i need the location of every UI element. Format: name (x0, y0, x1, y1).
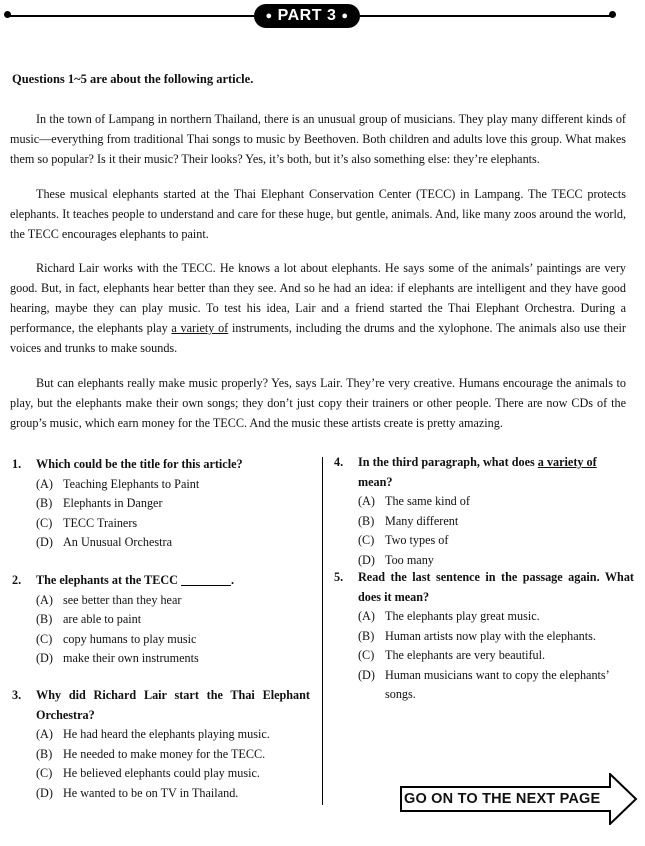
bullet-icon: ● (265, 10, 273, 22)
header-rule-left (8, 15, 254, 17)
fill-in-blank (181, 573, 231, 586)
answer-option[interactable]: (B) are able to paint (36, 612, 142, 626)
header-rule-right (360, 15, 612, 17)
article-paragraph-3: Richard Lair works with the TECC. He knows a lot about elephants. He says some of the animals’ paintings are very good. But, in fact, elephants hear better than they see. And so he had an idea: if elephants are intelligent and they have good hearing, maybe they can play music. To test his idea, Lair and a friend started the Thai Elephant Orchestra. During a performance, the elephants play a variety of instruments, including the drums and the xylophone. The animals also use their voices and trunks to make sounds. (10, 261, 626, 355)
article-paragraph-4: But can elephants really make music properly? Yes, says Lair. They’re very creative. Humans encourage the animals to play, but the elephants make their own songs; they don’t just copy their trainers or other people. There are now CDs of the group’s music, which earn money for the TECC. And the music these artists create is pretty amazing. (10, 376, 626, 430)
answer-option[interactable]: (D) Too many (358, 552, 434, 567)
answer-option[interactable]: (B) Human artists now play with the elephants. (358, 628, 596, 643)
next-page-label: GO ON TO THE NEXT PAGE (404, 791, 601, 807)
answer-option[interactable]: (A) He had heard the elephants playing music. (36, 727, 270, 741)
answer-option[interactable]: (D) Human musicians want to copy the elephants’ songs. (358, 667, 609, 701)
answer-option[interactable]: (B) He needed to make money for the TECC. (36, 746, 266, 761)
answer-option[interactable]: (C) The elephants are very beautiful. (358, 648, 546, 662)
answer-option[interactable]: (A) see better than they hear (36, 592, 182, 607)
answer-option[interactable]: (D) He wanted to be on TV in Thailand. (36, 785, 239, 800)
column-divider (322, 457, 323, 805)
part-label: PART 3 (277, 7, 337, 24)
answer-option[interactable]: (C) He believed elephants could play music. (36, 766, 260, 780)
questions-heading: Questions 1~5 are about the following article. (12, 72, 254, 86)
article-paragraph-2: These musical elephants started at the Thai Elephant Conservation Center (TECC) in Lampang. The TECC protects elephants. It teaches people to understand and care for these huge, but gentle, animals. And, like many zoos around the world, the TECC encourages elephants to paint. (10, 187, 626, 241)
article-paragraph-1: In the town of Lampang in northern Thailand, there is an unusual group of musicians. They play many different kinds of music—everything from traditional Thai songs to music by Beethoven. Both children and adults love this group. What makes them so popular? Is it their music? Their looks? Yes, it’s both, but it’s also something else: they’re elephants. (10, 112, 626, 166)
answer-option[interactable]: (B) Elephants in Danger (36, 496, 163, 510)
question-stem: 3. Why did Richard Lair start the Thai Elephant Orchestra? (12, 688, 310, 722)
answer-option[interactable]: (D) An Unusual Orchestra (36, 535, 172, 549)
answer-option[interactable]: (A) The elephants play great music. (358, 609, 540, 623)
answer-option[interactable]: (C) Two types of (358, 533, 449, 547)
answer-option[interactable]: (A) The same kind of (358, 494, 470, 508)
underlined-phrase: a variety of (537, 455, 597, 469)
part-badge (254, 4, 360, 28)
next-page-button[interactable] (400, 773, 638, 825)
bullet-icon: ● (341, 10, 349, 22)
answer-option[interactable]: (D) make their own instruments (36, 651, 199, 665)
question-stem: 1. Which could be the title for this article? (12, 457, 243, 471)
answer-option[interactable]: (A) Teaching Elephants to Paint (36, 476, 200, 491)
underlined-phrase: a variety of (171, 321, 229, 335)
question-3 (12, 686, 310, 803)
header-dot-right (609, 11, 616, 18)
question-4 (334, 453, 634, 570)
question-2 (12, 571, 312, 669)
question-stem: 2. The elephants at the TECC . (12, 573, 235, 587)
answer-option[interactable]: (C) TECC Trainers (36, 515, 138, 530)
question-5 (334, 568, 634, 705)
question-stem: 5. Read the last sentence in the passage again. What does it mean? (334, 570, 634, 604)
answer-option[interactable]: (B) Many different (358, 513, 459, 528)
question-1 (12, 455, 312, 553)
header-dot-left (4, 11, 11, 18)
answer-option[interactable]: (C) copy humans to play music (36, 631, 197, 646)
question-stem: 4. In the third paragraph, what does a variety of mean? (334, 455, 597, 489)
